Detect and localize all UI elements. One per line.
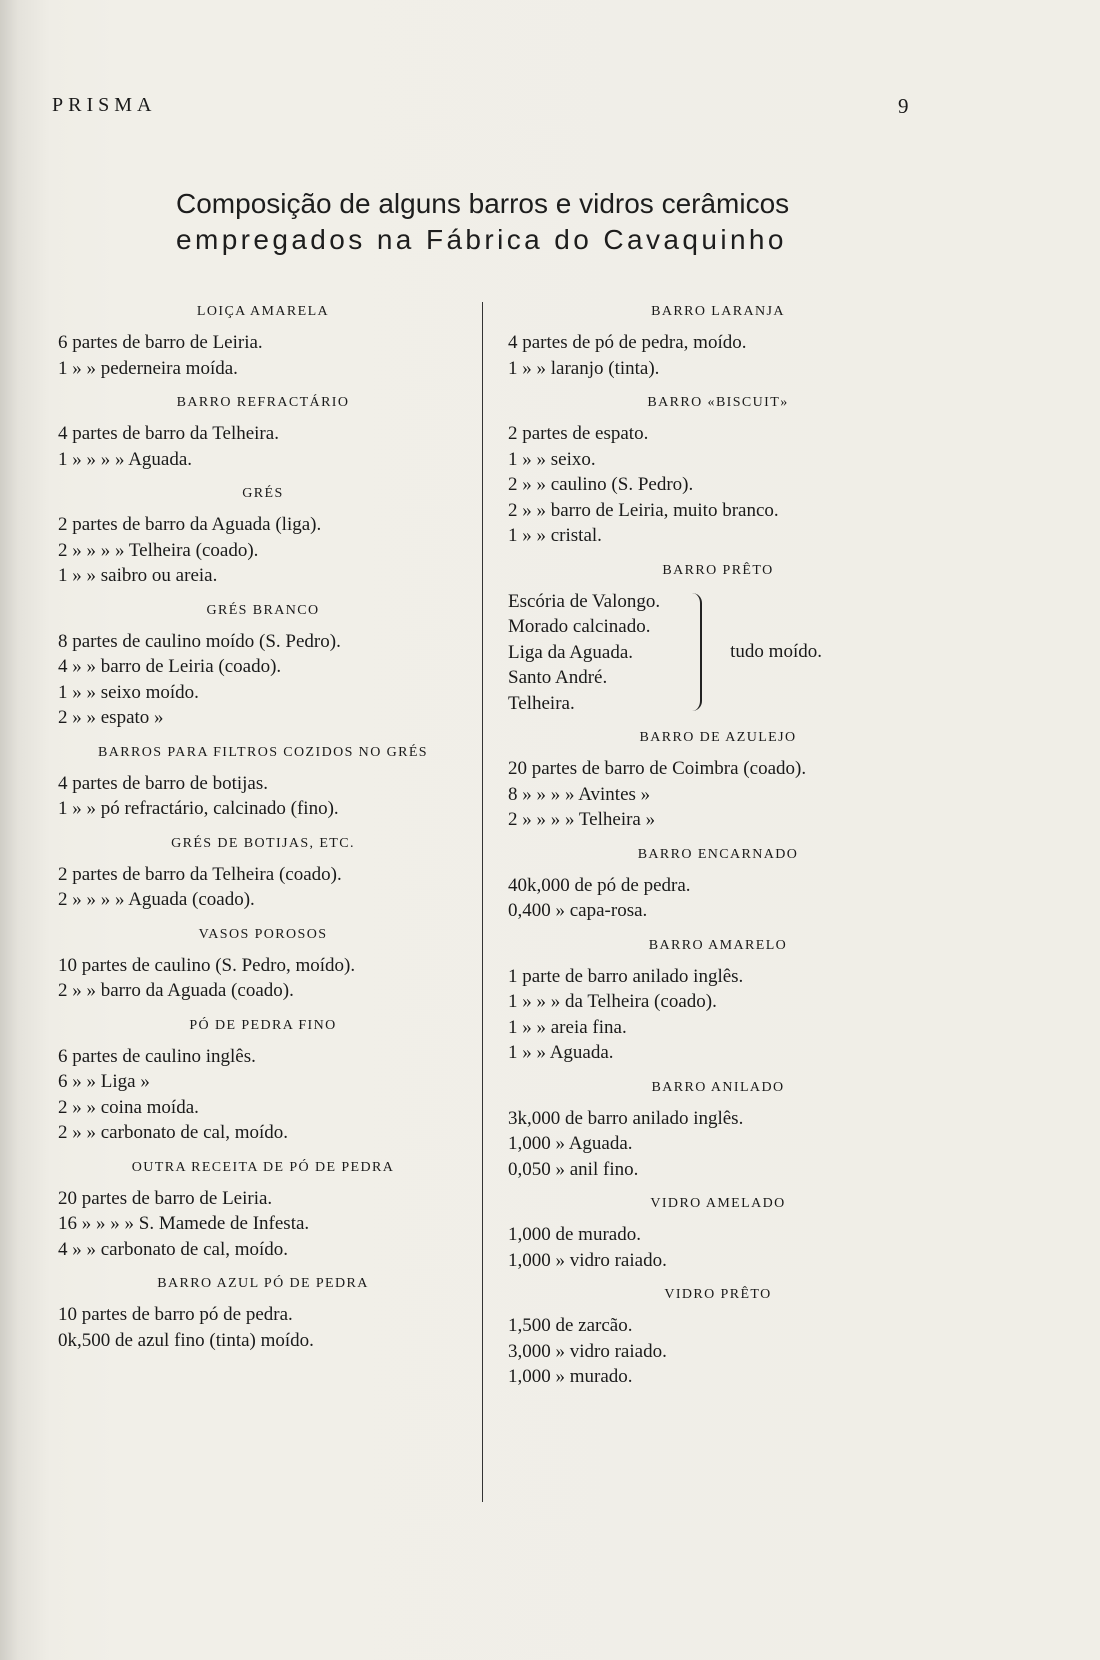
recipe-line: 4 partes de barro da Telheira. <box>58 423 279 444</box>
page-title <box>176 186 836 258</box>
section-heading: BARRO DE AZULEJO <box>639 730 797 745</box>
ingredient-item: Liga da Aguada. <box>508 641 634 663</box>
recipe-line: 4 » » barro de Leiria (coado). <box>58 656 282 677</box>
recipe-line: 2 » » » » Aguada (coado). <box>58 889 255 910</box>
recipe-line: 1 » » seixo moído. <box>58 681 199 703</box>
recipe-line: 2 » » barro da Aguada (coado). <box>58 980 294 1001</box>
recipe-line: 1,000 de murado. <box>508 1224 641 1245</box>
grouped-ingredients <box>508 589 928 717</box>
recipe-section <box>508 300 928 381</box>
recipe-line: 2 » » » » Telheira (coado). <box>58 539 259 561</box>
recipe-line: 2 partes de espato. <box>508 423 649 444</box>
recipe-line: 4 partes de barro de botijas. <box>58 772 268 794</box>
recipe-line: 0,050 » anil fino. <box>508 1158 639 1180</box>
recipe-section <box>58 1272 468 1353</box>
recipe-line: 6 partes de barro de Leiria. <box>58 332 263 353</box>
recipe-section <box>58 1156 468 1263</box>
recipe-line: 6 » » Liga » <box>58 1071 150 1092</box>
section-heading: OUTRA RECEITA DE PÓ DE PEDRA <box>131 1159 395 1175</box>
recipe-line: 1 » » pederneira moída. <box>58 357 238 379</box>
recipe-line: 16 » » » » S. Mamede de Infesta. <box>58 1213 310 1234</box>
recipe-section <box>58 923 468 1004</box>
recipe-line: 1,000 » vidro raiado. <box>508 1249 667 1271</box>
recipe-line: 4 » » carbonato de cal, moído. <box>58 1238 289 1260</box>
section-heading: LOIÇA AMARELA <box>196 304 330 319</box>
page-number: 9 <box>898 94 909 118</box>
recipe-line: 1 » » laranjo (tinta). <box>508 357 660 379</box>
section-heading: GRÉS BRANCO <box>206 602 320 618</box>
ingredient-item: Santo André. <box>508 667 608 688</box>
recipe-line: 1 » » areia fina. <box>508 1016 627 1038</box>
recipe-section <box>508 1192 928 1273</box>
recipe-line: 1 » » » » Aguada. <box>58 448 193 470</box>
section-heading: BARRO AMARELO <box>648 937 788 953</box>
running-title: PRISMA <box>52 94 157 116</box>
recipe-section <box>508 559 928 717</box>
ingredient-item: Escória de Valongo. <box>508 590 661 612</box>
section-heading: BARRO LARANJA <box>651 304 785 319</box>
ingredient-item: Morado calcinado. <box>508 616 651 637</box>
recipe-line: 2 » » barro de Leiria, muito branco. <box>508 499 779 521</box>
ingredient-item: Telheira. <box>508 692 575 714</box>
recipe-section <box>58 300 468 381</box>
recipe-section <box>508 1283 928 1390</box>
section-heading: GRÉS <box>242 486 284 501</box>
section-heading: BARRO ANILADO <box>651 1079 785 1095</box>
recipe-line: 2 » » coina moída. <box>58 1096 199 1118</box>
recipe-line: 10 partes de barro pó de pedra. <box>58 1304 293 1325</box>
section-heading: BARRO REFRACTÁRIO <box>176 395 350 410</box>
recipe-line: 10 partes de caulino (S. Pedro, moído). <box>58 954 356 976</box>
recipe-line: 1,500 de zarcão. <box>508 1315 633 1336</box>
title-line-2: empregados na Fábrica do Cavaquinho <box>176 224 787 255</box>
column-divider <box>482 302 483 1502</box>
recipe-section <box>508 1076 928 1183</box>
recipe-line: 1 » » cristal. <box>508 525 602 546</box>
recipe-line: 1 » » Aguada. <box>508 1042 614 1063</box>
recipe-line: 1 parte de barro anilado inglês. <box>508 965 744 987</box>
recipe-section <box>508 843 928 924</box>
recipe-line: 1 » » saibro ou areia. <box>58 565 218 586</box>
recipe-line: 2 » » espato » <box>58 707 164 728</box>
recipe-section <box>508 934 928 1066</box>
recipe-section <box>58 599 468 731</box>
recipe-line: 2 partes de barro da Aguada (liga). <box>58 514 322 535</box>
recipe-line: 8 » » » » Avintes » <box>508 783 651 805</box>
section-heading: VASOS POROSOS <box>198 926 328 942</box>
section-heading: BARRO AZUL PÓ DE PEDRA <box>157 1276 369 1291</box>
recipe-line: 4 partes de pó de pedra, moído. <box>508 332 747 353</box>
group-note: tudo moído. <box>730 641 822 663</box>
section-heading: BARRO PRÊTO <box>662 562 774 578</box>
recipe-line: 20 partes de barro de Leiria. <box>58 1187 273 1209</box>
section-heading: GRÉS DE BOTIJAS, ETC. <box>171 835 355 851</box>
right-column <box>508 300 928 1390</box>
recipe-line: 20 partes de barro de Coimbra (coado). <box>508 758 807 779</box>
recipe-section <box>58 482 468 589</box>
recipe-section <box>508 391 928 549</box>
section-heading: VIDRO PRÊTO <box>664 1287 772 1302</box>
recipe-line: 3,000 » vidro raiado. <box>508 1340 667 1362</box>
recipe-line: 0,400 » capa-rosa. <box>508 900 648 921</box>
recipe-line: 1 » » » da Telheira (coado). <box>508 991 717 1012</box>
recipe-line: 1,000 » murado. <box>508 1366 633 1387</box>
recipe-section <box>508 726 928 833</box>
section-heading: BARROS PARA FILTROS COZIDOS NO GRÉS <box>98 744 428 760</box>
recipe-line: 0k,500 de azul fino (tinta) moído. <box>58 1329 314 1351</box>
recipe-line: 1 » » seixo. <box>508 448 596 470</box>
recipe-line: 2 » » caulino (S. Pedro). <box>508 474 694 495</box>
recipe-line: 8 partes de caulino moído (S. Pedro). <box>58 630 341 652</box>
recipe-section <box>58 832 468 913</box>
section-heading: PÓ DE PEDRA FINO <box>189 1017 337 1033</box>
title-line-1: Composição de alguns barros e vidros cerâmicos <box>176 188 790 219</box>
recipe-section <box>58 391 468 472</box>
section-heading: BARRO «BISCUIT» <box>647 395 789 410</box>
recipe-section <box>58 741 468 822</box>
recipe-line: 3k,000 de barro anilado inglês. <box>508 1107 744 1129</box>
left-column <box>58 300 468 1353</box>
recipe-line: 2 » » » » Telheira » <box>508 809 656 830</box>
recipe-line: 2 partes de barro da Telheira (coado). <box>58 863 342 885</box>
recipe-line: 2 » » carbonato de cal, moído. <box>58 1122 289 1143</box>
recipe-line: 40k,000 de pó de pedra. <box>508 874 691 896</box>
section-heading: BARRO ENCARNADO <box>637 846 799 862</box>
recipe-line: 1 » » pó refractário, calcinado (fino). <box>58 798 339 819</box>
recipe-section <box>58 1014 468 1146</box>
recipe-line: 6 partes de caulino inglês. <box>58 1045 256 1067</box>
section-heading: VIDRO AMELADO <box>650 1196 786 1211</box>
recipe-line: 1,000 » Aguada. <box>508 1133 633 1154</box>
brace-icon <box>686 593 702 711</box>
